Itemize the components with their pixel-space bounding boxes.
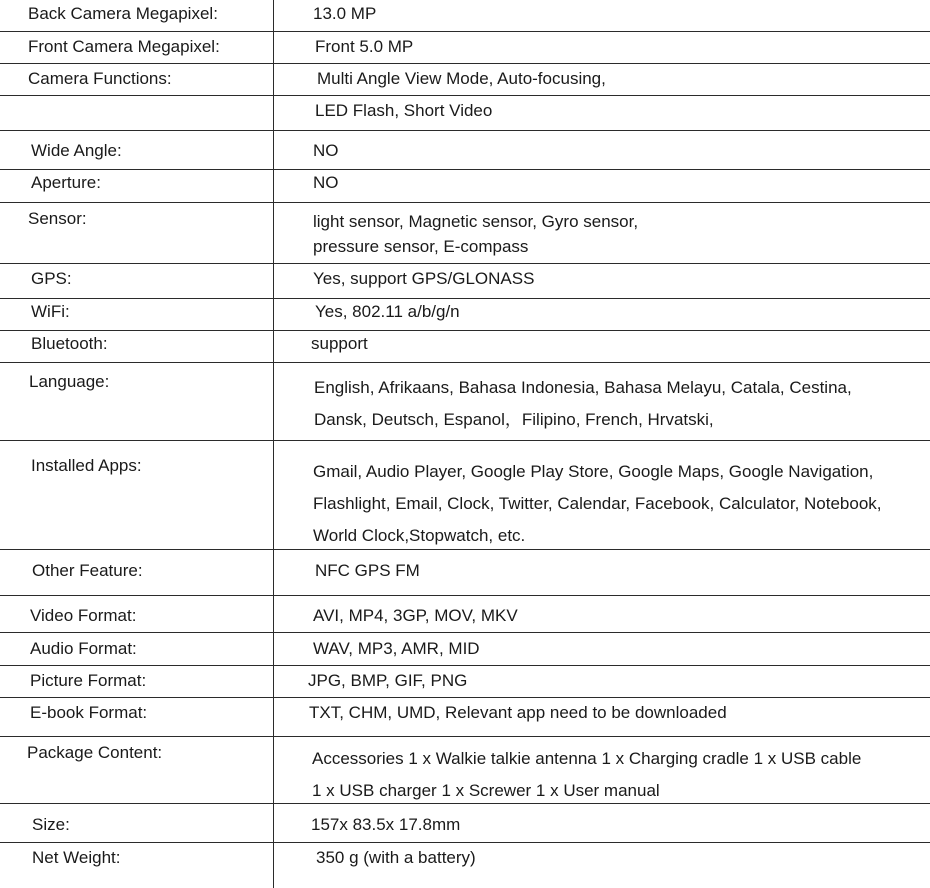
spec-value-line: 157x 83.5x 17.8mm xyxy=(311,815,461,834)
spec-row xyxy=(0,330,930,362)
spec-value-line: 350 g (with a battery) xyxy=(316,848,476,867)
spec-value xyxy=(313,4,376,24)
spec-label: E-book Format: xyxy=(30,703,148,722)
spec-value-line: pressure sensor, E-compass xyxy=(313,237,529,256)
spec-row xyxy=(0,697,930,736)
spec-value-line: World Clock,Stopwatch, etc. xyxy=(313,526,526,545)
spec-label: Size: xyxy=(32,815,70,834)
spec-value xyxy=(313,141,339,161)
spec-row xyxy=(0,130,930,169)
spec-row xyxy=(0,665,930,697)
spec-value-line: TXT, CHM, UMD, Relevant app need to be downloaded xyxy=(309,703,727,722)
spec-label: GPS: xyxy=(31,269,72,288)
spec-value xyxy=(312,743,861,807)
spec-value-line: 13.0 MP xyxy=(313,4,377,23)
spec-value-line: LED Flash, Short Video xyxy=(315,101,493,120)
spec-value-line: NO xyxy=(313,141,339,160)
spec-row xyxy=(0,736,930,803)
spec-row xyxy=(0,298,930,330)
spec-value-line: AVI, MP4, 3GP, MOV, MKV xyxy=(313,606,518,625)
spec-row xyxy=(0,169,930,202)
spec-row xyxy=(0,549,930,595)
spec-value xyxy=(315,37,413,57)
spec-label: Picture Format: xyxy=(30,671,147,690)
spec-label: Camera Functions: xyxy=(28,69,172,88)
spec-value xyxy=(311,815,460,835)
spec-value xyxy=(313,209,638,259)
spec-label: Sensor: xyxy=(28,209,87,228)
spec-value-line: light sensor, Magnetic sensor, Gyro sensor, xyxy=(313,212,639,231)
spec-value xyxy=(309,703,727,723)
spec-value-line: WAV, MP3, AMR, MID xyxy=(313,639,480,658)
spec-value xyxy=(316,848,476,868)
spec-value xyxy=(308,671,467,691)
spec-label: Audio Format: xyxy=(30,639,137,658)
spec-value-line: JPG, BMP, GIF, PNG xyxy=(308,671,468,690)
spec-row xyxy=(0,803,930,842)
spec-value xyxy=(315,561,420,581)
spec-row xyxy=(0,31,930,63)
spec-row xyxy=(0,595,930,632)
spec-value xyxy=(314,372,852,436)
spec-value-line: support xyxy=(311,334,368,353)
spec-value-line: 1 x USB charger 1 x Screwer 1 x User manual xyxy=(312,781,660,800)
spec-row xyxy=(0,202,930,263)
spec-value xyxy=(313,269,534,289)
spec-value-line: Yes, support GPS/GLONASS xyxy=(313,269,535,288)
spec-value xyxy=(315,101,492,121)
spec-value-line: NFC GPS FM xyxy=(315,561,420,580)
spec-label: Back Camera Megapixel: xyxy=(28,4,218,23)
spec-value-line: Multi Angle View Mode, Auto-focusing, xyxy=(317,69,606,88)
spec-row xyxy=(0,63,930,95)
spec-value xyxy=(313,456,882,552)
spec-label: Installed Apps: xyxy=(31,456,142,475)
spec-row xyxy=(0,632,930,665)
spec-row xyxy=(0,842,930,888)
spec-value xyxy=(313,606,518,626)
spec-value xyxy=(315,302,460,322)
spec-value xyxy=(313,173,339,193)
spec-value-line: NO xyxy=(313,173,339,192)
spec-value xyxy=(311,334,368,354)
spec-label: Net Weight: xyxy=(32,848,121,867)
spec-label: Package Content: xyxy=(27,743,163,762)
spec-label: Other Feature: xyxy=(32,561,143,580)
spec-label: Aperture: xyxy=(31,173,101,192)
spec-value xyxy=(313,639,480,659)
spec-value-line: English, Afrikaans, Bahasa Indonesia, Bahasa Melayu, Catala, Cestina, xyxy=(314,378,852,397)
spec-value xyxy=(317,69,606,89)
spec-value-line: Accessories 1 x Walkie talkie antenna 1 x Charging cradle 1 x USB cable xyxy=(312,749,862,768)
spec-label: Video Format: xyxy=(30,606,137,625)
spec-value-line: Front 5.0 MP xyxy=(315,37,414,56)
spec-value-line: Flashlight, Email, Clock, Twitter, Calendar, Facebook, Calculator, Notebook, xyxy=(313,494,882,513)
spec-value-line: Dansk, Deutsch, Espanol，Filipino, French, Hrvatski, xyxy=(314,410,714,429)
spec-row xyxy=(0,263,930,298)
spec-label: Front Camera Megapixel: xyxy=(28,37,220,56)
spec-row xyxy=(0,440,930,549)
spec-label: WiFi: xyxy=(31,302,70,321)
spec-value-line: Yes, 802.11 a/b/g/n xyxy=(315,302,460,321)
spec-row xyxy=(0,95,930,130)
spec-label: Language: xyxy=(29,372,110,391)
spec-value-line: Gmail, Audio Player, Google Play Store, Google Maps, Google Navigation, xyxy=(313,462,874,481)
spec-row xyxy=(0,0,930,31)
spec-label: Wide Angle: xyxy=(31,141,122,160)
spec-row xyxy=(0,362,930,440)
spec-label: Bluetooth: xyxy=(31,334,108,353)
